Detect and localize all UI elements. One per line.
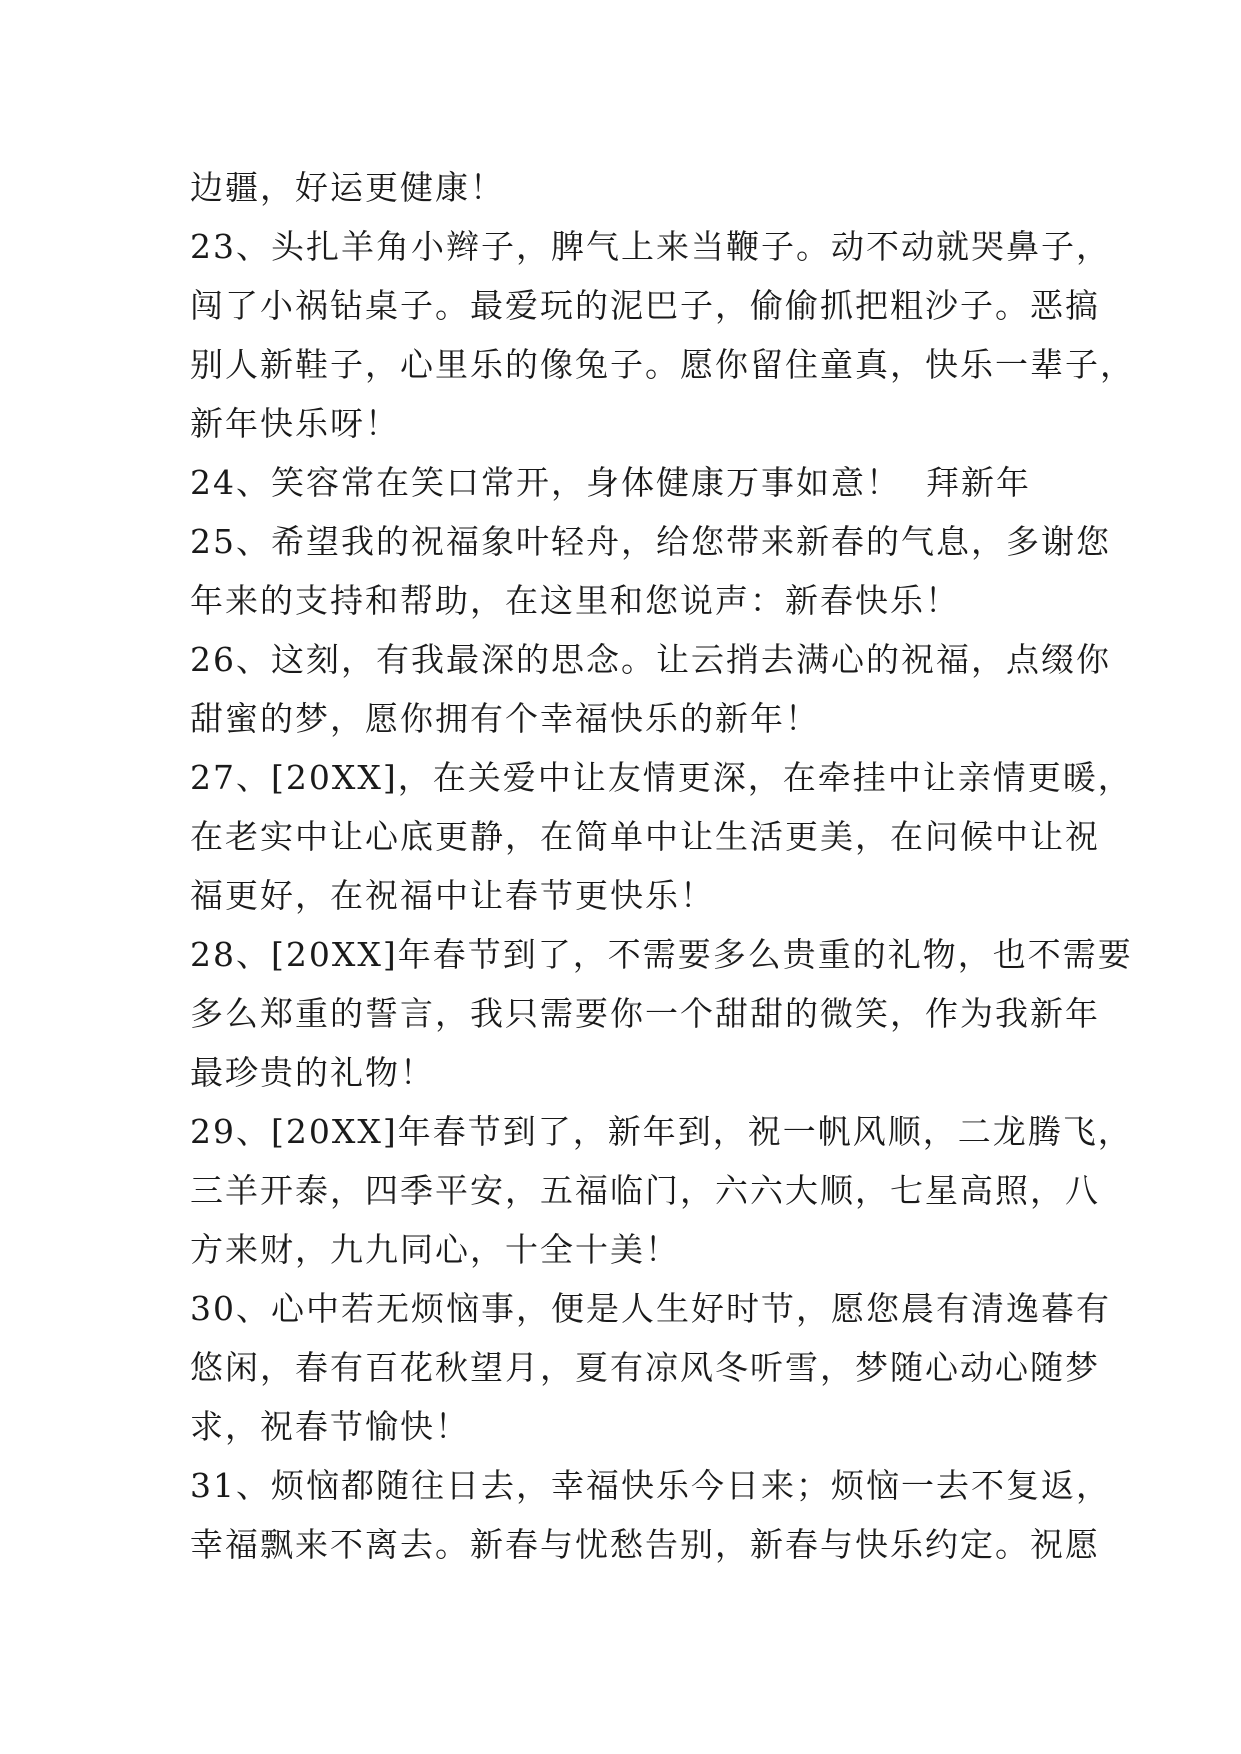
text-line: 甜蜜的梦，愿你拥有个幸福快乐的新年！ bbox=[190, 699, 820, 738]
text-line: 最珍贵的礼物！ bbox=[190, 1053, 435, 1092]
text-line: 方来财，九九同心，十全十美！ bbox=[190, 1230, 680, 1269]
text-line: 28、[20XX]年春节到了，不需要多么贵重的礼物，也不需要 bbox=[190, 935, 1133, 974]
document-body bbox=[190, 158, 1135, 1574]
text-line: 求，祝春节愉快！ bbox=[190, 1407, 470, 1446]
text-line: 27、[20XX]，在关爱中让友情更深，在牵挂中让亲情更暖， bbox=[190, 758, 1133, 797]
text-line: 在老实中让心底更静，在简单中让生活更美，在问候中让祝 bbox=[190, 817, 1100, 856]
text-line: 幸福飘来不离去。新春与忧愁告别，新春与快乐约定。祝愿 bbox=[190, 1525, 1100, 1564]
text-line: 30、心中若无烦恼事，便是人生好时节，愿您晨有清逸暮有 bbox=[190, 1289, 1111, 1328]
text-line: 别人新鞋子，心里乐的像兔子。愿你留住童真，快乐一辈子， bbox=[190, 345, 1135, 384]
text-line: 多么郑重的誓言，我只需要你一个甜甜的微笑，作为我新年 bbox=[190, 994, 1100, 1033]
text-line: 边疆，好运更健康！ bbox=[190, 168, 505, 207]
text-line: 年来的支持和帮助，在这里和您说声：新春快乐！ bbox=[190, 581, 960, 620]
text-line: 29、[20XX]年春节到了，新年到，祝一帆风顺，二龙腾飞， bbox=[190, 1112, 1133, 1151]
text-line: 23、头扎羊角小辫子，脾气上来当鞭子。动不动就哭鼻子， bbox=[190, 227, 1111, 266]
text-line: 25、希望我的祝福象叶轻舟，给您带来新春的气息，多谢您 bbox=[190, 522, 1111, 561]
text-line: 福更好，在祝福中让春节更快乐！ bbox=[190, 876, 715, 915]
text-line: 悠闲，春有百花秋望月，夏有凉风冬听雪，梦随心动心随梦 bbox=[190, 1348, 1100, 1387]
text-line: 31、烦恼都随往日去，幸福快乐今日来；烦恼一去不复返， bbox=[190, 1466, 1111, 1505]
text-line: 闯了小祸钻桌子。最爱玩的泥巴子，偷偷抓把粗沙子。恶搞 bbox=[190, 286, 1100, 325]
text-line: 三羊开泰，四季平安，五福临门，六六大顺，七星高照，八 bbox=[190, 1171, 1100, 1210]
text-line: 26、这刻，有我最深的思念。让云捎去满心的祝福，点缀你 bbox=[190, 640, 1111, 679]
text-line: 新年快乐呀！ bbox=[190, 404, 400, 443]
text-line: 24、笑容常在笑口常开，身体健康万事如意！ 拜新年 bbox=[190, 463, 1031, 502]
